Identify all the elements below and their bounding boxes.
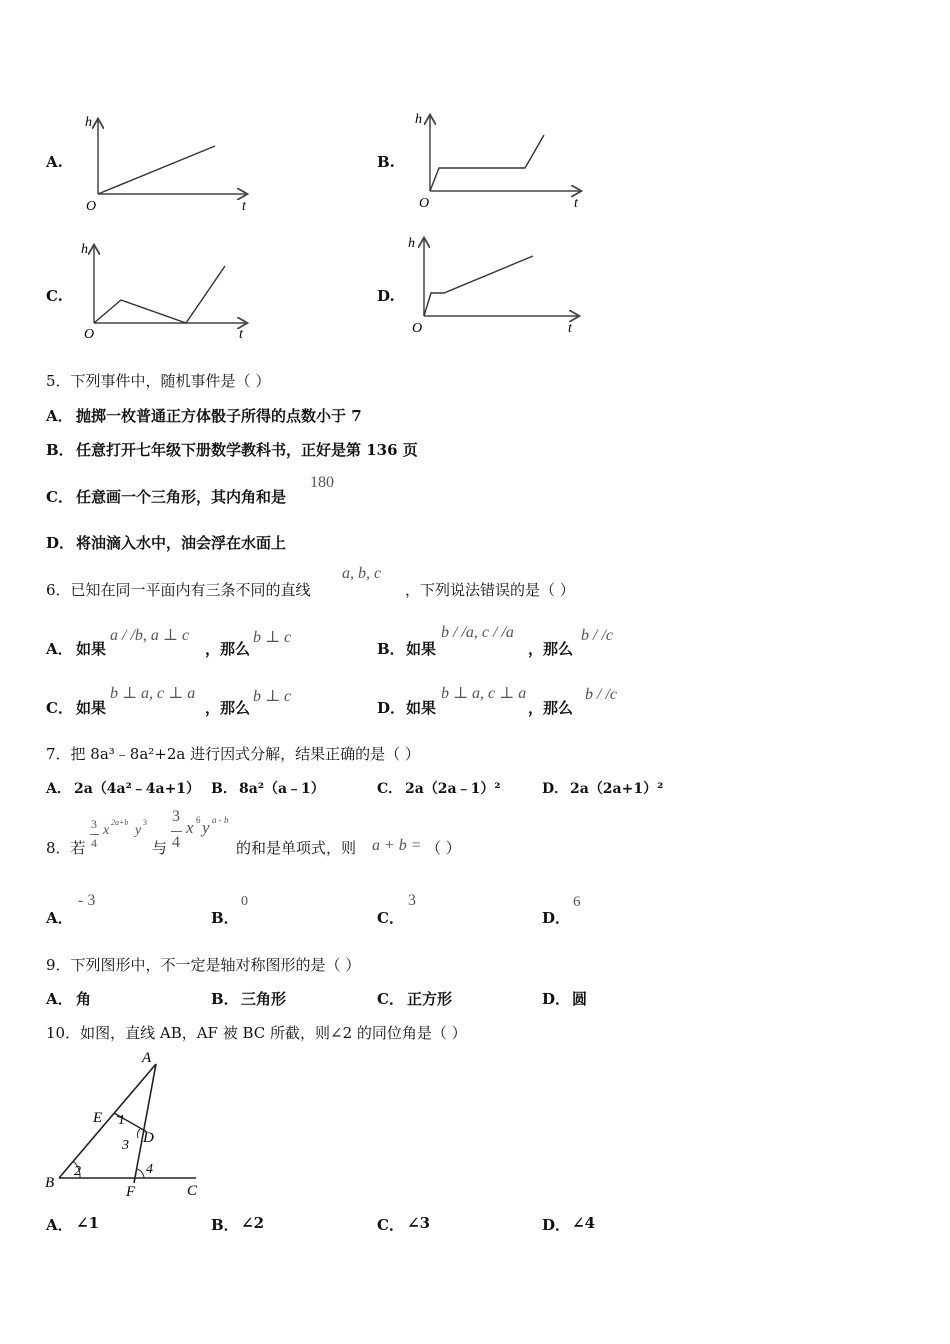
q8-stem-pre: 8．若 bbox=[46, 839, 86, 857]
q6-b-cond: b / /a, c / /a bbox=[441, 624, 514, 641]
q9-option-b: 三角形 bbox=[241, 990, 287, 1008]
origin: O bbox=[86, 199, 97, 214]
q6-d-res: b / /c bbox=[585, 686, 617, 703]
q5-option-c: 任意画一个三角形，其内角和是 bbox=[76, 488, 287, 506]
q6-d-cond: b ⊥ a, c ⊥ a bbox=[441, 685, 527, 702]
q7-option-d: 2a（2a+1）² bbox=[570, 781, 664, 797]
q8-frac2-bar bbox=[171, 831, 182, 832]
q5-c-math: 180 bbox=[310, 474, 334, 491]
q10-option-c: ∠3 bbox=[407, 1214, 431, 1232]
q9-stem: 9．下列图形中，不一定是轴对称图形的是（ ） bbox=[46, 956, 361, 974]
q6-c-cond: b ⊥ a, c ⊥ a bbox=[110, 685, 196, 702]
q6-stem-pre: 6．已知在同一平面内有三条不同的直线 bbox=[46, 581, 311, 599]
svg-text:t: t bbox=[568, 321, 572, 336]
q6-stem-post: ，下列说法错误的是（ ） bbox=[405, 581, 575, 599]
graph-d bbox=[402, 233, 587, 338]
axis-h: h bbox=[85, 115, 92, 130]
svg-text:3: 3 bbox=[122, 1138, 129, 1153]
q6-c-res: b ⊥ c bbox=[253, 688, 292, 705]
q9-option-c: 正方形 bbox=[407, 990, 453, 1008]
svg-text:h: h bbox=[415, 112, 422, 127]
svg-text:h: h bbox=[408, 236, 415, 251]
svg-text:t: t bbox=[574, 196, 578, 211]
q5-option-a: 抛掷一枚普通正方体骰子所得的点数小于 7 bbox=[76, 407, 362, 425]
svg-text:t: t bbox=[239, 327, 243, 342]
svg-text:O: O bbox=[84, 327, 95, 342]
q9-option-a: 角 bbox=[76, 990, 92, 1008]
q10-option-a: ∠1 bbox=[76, 1214, 100, 1232]
q7-option-a: 2a（4a²﹣4a+1） bbox=[74, 781, 201, 797]
q6-lines: a, b, c bbox=[342, 565, 382, 582]
q5-option-b: 任意打开七年级下册数学教科书，正好是第 136 页 bbox=[76, 441, 418, 459]
option-d-label: D. bbox=[377, 287, 395, 305]
option-b-label: B. bbox=[377, 153, 395, 171]
graph-a bbox=[78, 110, 258, 215]
svg-text:O: O bbox=[419, 196, 430, 211]
q10-stem: 10．如图，直线 AB，AF 被 BC 所截，则∠2 的同位角是（ ） bbox=[46, 1024, 467, 1042]
q10-option-d: ∠4 bbox=[572, 1214, 596, 1232]
q5-option-d: 将油滴入水中，油会浮在水面上 bbox=[76, 534, 287, 552]
option-a-label: A. bbox=[46, 153, 63, 171]
q10-option-b: ∠2 bbox=[241, 1214, 265, 1232]
svg-text:B: B bbox=[45, 1175, 55, 1191]
q5-stem: 5．下列事件中，随机事件是（ ） bbox=[46, 372, 271, 390]
svg-text:h: h bbox=[81, 242, 88, 257]
graph-b bbox=[410, 110, 590, 215]
svg-text:4: 4 bbox=[146, 1162, 153, 1177]
q8-expr: a + b = bbox=[372, 837, 422, 854]
q7-stem: 7．把 8a³﹣8a²+2a 进行因式分解，结果正确的是（ ） bbox=[46, 745, 420, 763]
q7-option-c: 2a（2a﹣1）² bbox=[405, 781, 501, 797]
q6-a-cond: a / /b, a ⊥ c bbox=[110, 627, 190, 644]
svg-text:E: E bbox=[93, 1110, 103, 1126]
q8-frac1-bar bbox=[90, 834, 99, 835]
axis-t: t bbox=[242, 199, 246, 214]
svg-text:O: O bbox=[412, 321, 423, 336]
q7-option-b: 8a²（a﹣1） bbox=[239, 781, 325, 797]
q6-b-res: b / /c bbox=[581, 627, 613, 644]
graph-c bbox=[78, 238, 258, 343]
q8-option-d: 6 bbox=[573, 894, 581, 910]
q8-option-c: 3 bbox=[408, 892, 416, 909]
svg-text:F: F bbox=[126, 1184, 136, 1200]
svg-text:1: 1 bbox=[118, 1113, 125, 1128]
svg-text:2: 2 bbox=[74, 1164, 81, 1179]
option-c-label: C. bbox=[46, 287, 63, 305]
q9-option-d: 圆 bbox=[572, 990, 588, 1008]
svg-text:D: D bbox=[143, 1130, 154, 1146]
svg-text:A: A bbox=[142, 1050, 152, 1066]
q8-option-b: 0 bbox=[241, 894, 248, 909]
svg-text:C: C bbox=[187, 1183, 198, 1199]
q10-figure bbox=[44, 1048, 204, 1203]
q8-stem-post: 的和是单项式，则 bbox=[236, 839, 357, 857]
q8-option-a: - 3 bbox=[78, 892, 96, 909]
q6-a-res: b ⊥ c bbox=[253, 629, 292, 646]
